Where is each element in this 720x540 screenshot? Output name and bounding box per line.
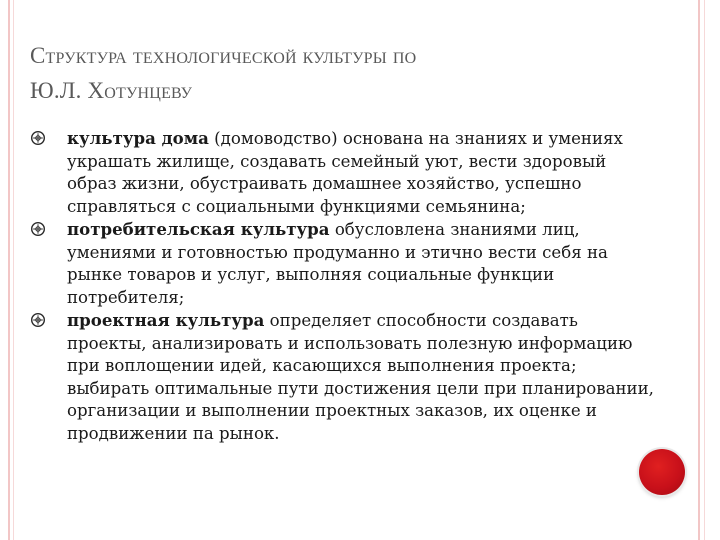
slide-title-line-1: Структура технологической культуры по [30,43,417,68]
bullet-list [30,127,660,445]
decorative-red-circle [639,449,685,495]
item-text: определяет способности создавать проекты, анализировать и использовать полезную информацию при воплощении идей, касающихся выполнения проекта; выбирать оптимальные пути достижения цели при планировании, организации и выполнении проектных заказов, их оценке и продвижении па рынок. [67,311,654,443]
left-frame-line-inner [13,0,14,540]
list-item [30,127,660,218]
item-term: проектная культура [67,310,265,330]
ornate-bullet-icon [30,312,46,328]
list-item [30,218,660,309]
right-frame-line [698,0,700,540]
ornate-bullet-icon [30,130,46,146]
list-item [30,309,660,445]
slide-title [30,38,650,108]
right-frame-line-inner [704,0,705,540]
slide-title-line-2: Ю.Л. Хотунцеву [30,78,193,103]
item-term: потребительская культура [67,219,330,239]
item-text: (домоводство) основана на знаниях и умениях украшать жилище, создавать семейный уют, вести здоровый образ жизни, обустраивать домашнее хозяйство, успешно справляться с социальными функциями семьянина; [67,129,623,216]
item-text: обусловлена знаниями лиц, умениями и готовностью продуманно и этично вести себя на рынке товаров и услуг, выполняя социальные функции потребителя; [67,220,608,307]
left-frame-line [8,0,10,540]
item-term: культура дома [67,128,209,148]
ornate-bullet-icon [30,221,46,237]
